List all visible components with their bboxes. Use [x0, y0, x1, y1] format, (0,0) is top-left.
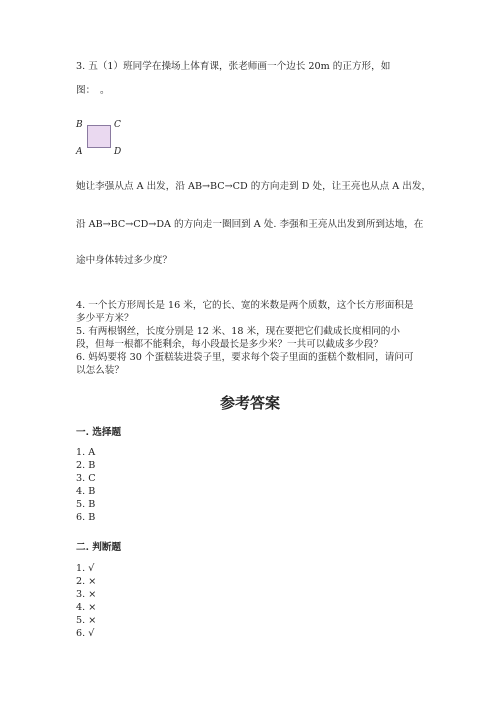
problem3-line1: 3. 五（1）班同学在操场上体育课，张老师画一个边长 20m 的正方形，如 [76, 61, 391, 72]
problem3-line3: 她让李强从点 A 出发，沿 AB→BC→CD 的方向走到 D 处，让王亮也从点 A 出发， [76, 181, 432, 192]
problem3-line5: 途中身体转过多少度？ [76, 255, 172, 266]
list-item: 4. × [76, 602, 97, 613]
problem5-line2: 段，但每一根都不能剩余，每小段最长是多少米？一共可以截成多少段？ [76, 339, 383, 350]
section1-heading: 一. 选择题 [76, 427, 122, 438]
list-item: 2. B [76, 460, 96, 471]
list-item: 2. × [76, 576, 97, 587]
list-item: 4. B [76, 486, 96, 497]
list-item: 1. √ [76, 563, 95, 574]
problem3-line2: 图： 。 [76, 85, 110, 96]
answers-title: 参考答案 [219, 394, 280, 412]
section2-heading: 二. 判断题 [76, 542, 122, 553]
list-item: 1. A [76, 447, 96, 458]
vertex-a-label: A [76, 147, 83, 157]
list-item: 6. B [76, 512, 96, 523]
square-shape [87, 125, 111, 148]
section2-answer-list [76, 562, 96, 640]
section1-answer-list [76, 446, 96, 524]
problem6-line1: 6. 妈妈要将 30 个蛋糕装进袋子里，要求每个袋子里面的蛋糕个数相同，请问可 [76, 352, 414, 363]
list-item: 5. × [76, 615, 97, 626]
vertex-b-label: B [76, 120, 83, 130]
problem3-line4: 沿 AB→BC→CD→DA 的方向走一圈回到 A 处. 李强和王亮从出发到所到达地，在 [76, 219, 424, 230]
list-item: 3. C [76, 473, 96, 484]
square-figure [76, 117, 136, 157]
list-item: 3. × [76, 589, 97, 600]
list-item: 5. B [76, 499, 96, 510]
vertex-d-label: D [114, 147, 122, 157]
problem4-line1: 4. 一个长方形周长是 16 米，它的长、宽的米数是两个质数，这个长方形面积是 [76, 300, 414, 311]
problem4-line2: 多少平方米？ [76, 313, 134, 324]
problem6-line2: 以怎么装？ [76, 365, 124, 376]
problem5-line1: 5. 有两根钢丝，长度分别是 12 米、18 米，现在要把它们截成长度相同的小 [76, 326, 400, 337]
list-item: 6. √ [76, 628, 95, 639]
vertex-c-label: C [114, 120, 121, 130]
